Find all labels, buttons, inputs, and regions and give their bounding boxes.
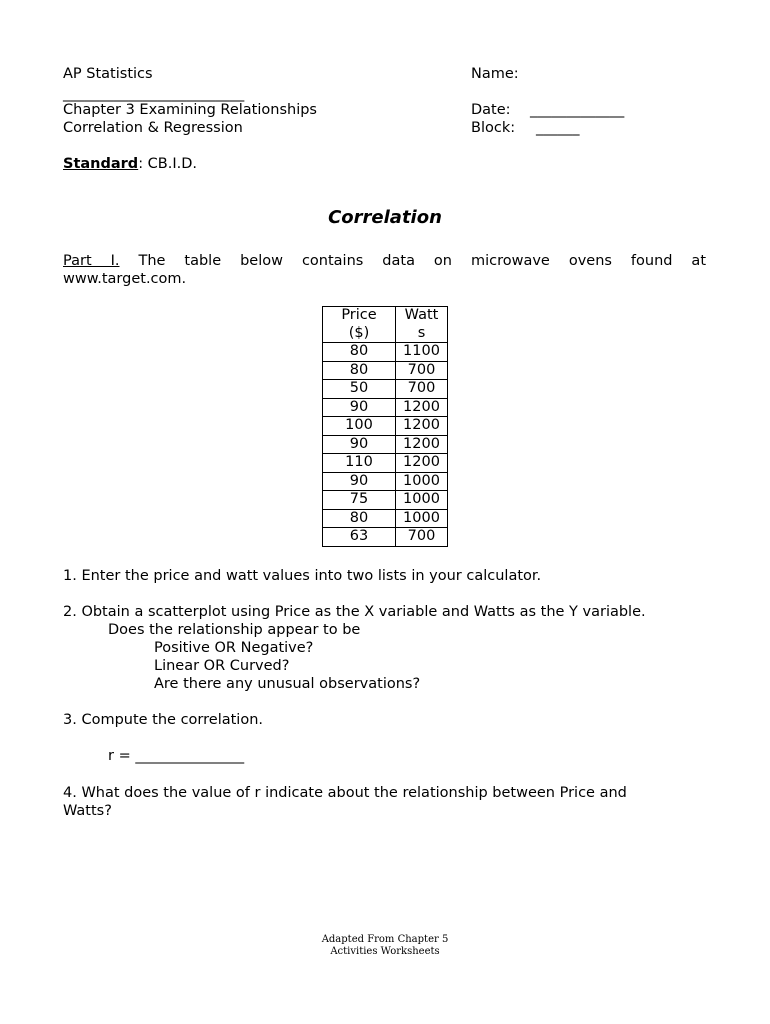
price-cell: 90 — [323, 435, 396, 454]
date-label: Date: — [471, 102, 511, 118]
watts-cell: 1200 — [396, 435, 448, 454]
price-cell: 80 — [323, 361, 396, 380]
price-cell: 100 — [323, 417, 396, 436]
table-row — [323, 472, 448, 491]
price-column-header — [323, 307, 396, 343]
question-2-b: Linear OR Curved? — [154, 658, 290, 674]
price-cell: 63 — [323, 528, 396, 547]
block-label: Block: — [471, 120, 516, 136]
question-2-c: Are there any unusual observations? — [154, 676, 421, 692]
watts-header-text: Watt s — [404, 307, 439, 341]
part1-line1 — [63, 252, 706, 270]
price-cell: 90 — [323, 398, 396, 417]
watts-cell: 700 — [396, 528, 448, 547]
question-4-line2: Watts? — [63, 803, 112, 819]
price-cell: 75 — [323, 491, 396, 510]
watts-cell: 1000 — [396, 472, 448, 491]
table-row — [323, 509, 448, 528]
watts-cell: 1200 — [396, 417, 448, 436]
part1-text-line1: The table below contains data on microwave ovens found at — [138, 253, 707, 269]
watts-cell: 1100 — [396, 343, 448, 362]
correlation-answer-blank: r = _______________ — [108, 748, 245, 764]
watts-cell: 700 — [396, 361, 448, 380]
question-4-line1: 4. What does the value of r indicate about the relationship between Price and — [63, 785, 627, 801]
question-3: 3. Compute the correlation. — [63, 712, 263, 728]
page-title: Correlation — [328, 207, 442, 228]
watts-cell: 1200 — [396, 398, 448, 417]
watts-cell: 1200 — [396, 454, 448, 473]
watts-cell: 1000 — [396, 491, 448, 510]
name-label: Name: — [471, 66, 519, 82]
date-blank: _____________ — [530, 102, 625, 118]
table-row — [323, 380, 448, 399]
table-header-row — [323, 307, 448, 343]
microwave-data-table — [322, 306, 448, 547]
table-row — [323, 454, 448, 473]
table-row — [323, 491, 448, 510]
subtitle: Correlation & Regression — [63, 120, 243, 136]
question-1: 1. Enter the price and watt values into two lists in your calculator. — [63, 568, 542, 584]
price-cell: 90 — [323, 472, 396, 491]
price-cell: 110 — [323, 454, 396, 473]
table-row — [323, 435, 448, 454]
watts-cell: 700 — [396, 380, 448, 399]
table-row — [323, 343, 448, 362]
chapter-title: Chapter 3 Examining Relationships — [63, 102, 317, 118]
price-cell: 80 — [323, 343, 396, 362]
question-2-sub: Does the relationship appear to be — [108, 622, 361, 638]
question-2: 2. Obtain a scatterplot using Price as the X variable and Watts as the Y variable. — [63, 604, 646, 620]
standard-value: : CB.I.D. — [138, 156, 198, 172]
table-body — [323, 343, 448, 547]
table-row — [323, 398, 448, 417]
watts-column-header — [396, 307, 448, 343]
footer-line2: Activities Worksheets — [330, 946, 440, 957]
price-cell: 80 — [323, 509, 396, 528]
price-header-text: Price ($) — [341, 307, 377, 341]
watts-cell: 1000 — [396, 509, 448, 528]
block-blank: ______ — [536, 120, 580, 136]
standard-line — [63, 155, 197, 173]
course-title: AP Statistics — [63, 66, 153, 82]
table-row — [323, 417, 448, 436]
footer-line1: Adapted From Chapter 5 — [321, 934, 449, 945]
part1-text-line2: www.target.com. — [63, 271, 187, 287]
header-blank-line: _________________________ — [63, 86, 245, 102]
part1-label: Part I. — [63, 253, 120, 269]
question-2-a: Positive OR Negative? — [154, 640, 314, 656]
price-cell: 50 — [323, 380, 396, 399]
table-row — [323, 361, 448, 380]
standard-label: Standard — [63, 156, 139, 172]
table-row — [323, 528, 448, 547]
